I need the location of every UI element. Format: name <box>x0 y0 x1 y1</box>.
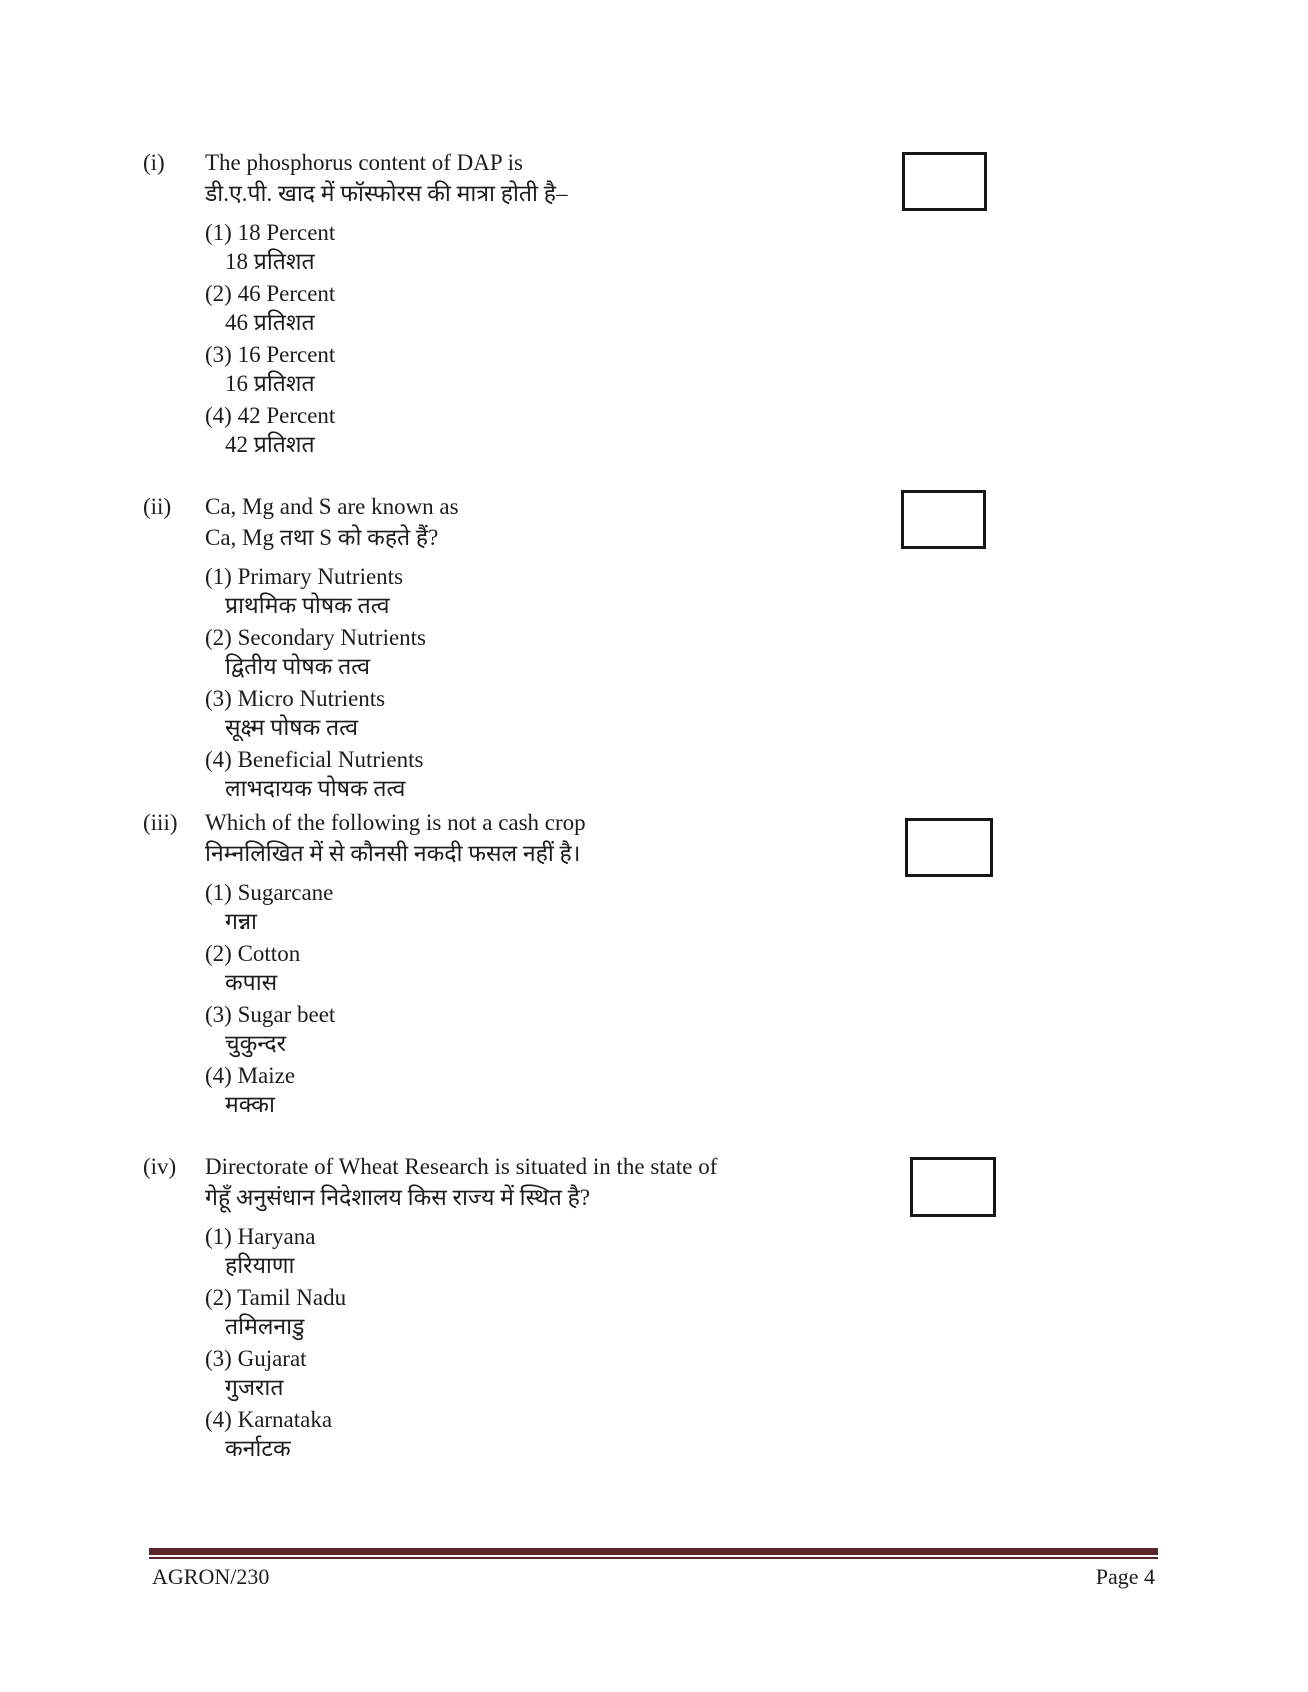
answer-box <box>910 1157 996 1217</box>
option-item <box>205 745 863 804</box>
option-number: (3) <box>205 1002 232 1027</box>
question-number: (iii) <box>143 810 178 835</box>
option-label-english: Gujarat <box>237 1346 307 1371</box>
option-number: (2) <box>205 941 232 966</box>
option-number: (2) <box>205 281 232 306</box>
option-text-english <box>205 939 863 968</box>
option-text-english <box>205 562 863 591</box>
option-label-hindi: कर्नाटक <box>225 1436 291 1461</box>
option-label-english: 16 Percent <box>237 342 336 367</box>
question-text-english: Ca, Mg and S are known as <box>205 494 459 519</box>
question-block <box>143 492 863 806</box>
option-number: (2) <box>205 1285 232 1310</box>
question-block <box>143 148 863 462</box>
option-label-hindi: गुजरात <box>225 1375 284 1400</box>
page-footer <box>149 1563 1158 1591</box>
option-label-english: 42 Percent <box>237 403 336 428</box>
option-label-english: Karnataka <box>237 1407 333 1432</box>
option-text-english <box>205 1061 863 1090</box>
option-text-english <box>205 279 863 308</box>
option-label-hindi: लाभदायक पोषक तत्व <box>225 776 406 801</box>
option-text-english <box>205 623 863 652</box>
question-body <box>205 492 863 804</box>
option-item <box>205 401 863 460</box>
answer-box <box>901 490 986 549</box>
question-number: (ii) <box>143 494 172 519</box>
option-label-english: Cotton <box>237 941 301 966</box>
question-number: (i) <box>143 150 165 175</box>
option-label-english: 46 Percent <box>237 281 336 306</box>
option-item <box>205 218 863 277</box>
option-label-english: Micro Nutrients <box>237 686 386 711</box>
question-block <box>143 1152 863 1466</box>
option-label-hindi: 46 प्रतिशत <box>225 310 315 335</box>
option-label-hindi: हरियाणा <box>225 1253 295 1278</box>
question-body <box>205 1152 863 1464</box>
footer-page-number: Page 4 <box>1095 1564 1155 1589</box>
option-text-english <box>205 1405 863 1434</box>
option-label-hindi: 42 प्रतिशत <box>225 432 315 457</box>
question-text-hindi: डी.ए.पी. खाद में फॉस्फोरस की मात्रा होती है– <box>205 181 568 206</box>
question-block <box>143 808 863 1122</box>
option-label-english: Haryana <box>237 1224 316 1249</box>
option-text-english <box>205 745 863 774</box>
option-label-hindi: द्वितीय पोषक तत्व <box>225 654 371 679</box>
option-label-english: Sugar beet <box>237 1002 336 1027</box>
option-label-english: Secondary Nutrients <box>237 625 427 650</box>
question-body <box>205 148 863 460</box>
footer-course-code: AGRON/230 <box>152 1564 270 1589</box>
option-item <box>205 1283 863 1342</box>
option-item <box>205 279 863 338</box>
option-item <box>205 1344 863 1403</box>
question-number: (iv) <box>143 1154 177 1179</box>
option-label-english: Tamil Nadu <box>237 1285 347 1310</box>
option-label-hindi: चुकुन्दर <box>225 1031 286 1056</box>
option-label-hindi: प्राथमिक पोषक तत्व <box>225 593 390 618</box>
answer-box <box>905 818 993 877</box>
option-item <box>205 1000 863 1059</box>
option-label-hindi: कपास <box>225 970 278 995</box>
question-text-hindi: Ca, Mg तथा S को कहते हैं? <box>205 525 439 550</box>
option-label-hindi: सूक्ष्म पोषक तत्व <box>225 715 359 740</box>
option-text-english <box>205 1000 863 1029</box>
option-number: (3) <box>205 342 232 367</box>
option-text-english <box>205 1222 863 1251</box>
options-list <box>205 878 863 1120</box>
question-body <box>205 808 863 1120</box>
option-number: (1) <box>205 564 232 589</box>
option-text-english <box>205 878 863 907</box>
options-list <box>205 218 863 460</box>
option-label-hindi: 18 प्रतिशत <box>225 249 315 274</box>
answer-box <box>902 152 987 211</box>
option-item <box>205 1405 863 1464</box>
option-number: (1) <box>205 880 232 905</box>
option-item <box>205 939 863 998</box>
question-text-english: Directorate of Wheat Research is situated in the state of <box>205 1154 718 1179</box>
option-item <box>205 1061 863 1120</box>
option-item <box>205 340 863 399</box>
option-number: (4) <box>205 1063 232 1088</box>
option-number: (1) <box>205 1224 232 1249</box>
option-text-english <box>205 1344 863 1373</box>
footer-rule-thick <box>149 1548 1158 1555</box>
option-number: (4) <box>205 403 232 428</box>
footer-rule-thin <box>149 1557 1158 1559</box>
option-label-english: Sugarcane <box>237 880 334 905</box>
options-list <box>205 562 863 804</box>
option-label-hindi: मक्का <box>225 1092 275 1117</box>
option-item <box>205 1222 863 1281</box>
option-text-english <box>205 1283 863 1312</box>
option-item <box>205 623 863 682</box>
option-label-hindi: तमिलनाडु <box>225 1314 305 1339</box>
question-text-hindi: गेहूँ अनुसंधान निदेशालय किस राज्य में स्थित है? <box>205 1185 591 1210</box>
option-label-english: Primary Nutrients <box>237 564 404 589</box>
option-label-hindi: 16 प्रतिशत <box>225 371 315 396</box>
option-number: (3) <box>205 1346 232 1371</box>
option-number: (4) <box>205 747 232 772</box>
question-text-english: Which of the following is not a cash crop <box>205 810 586 835</box>
option-item <box>205 878 863 937</box>
option-text-english <box>205 218 863 247</box>
option-number: (3) <box>205 686 232 711</box>
option-text-english <box>205 684 863 713</box>
option-text-english <box>205 340 863 369</box>
option-label-hindi: गन्ना <box>225 909 258 934</box>
options-list <box>205 1222 863 1464</box>
option-text-english <box>205 401 863 430</box>
option-label-english: Beneficial Nutrients <box>237 747 424 772</box>
option-number: (4) <box>205 1407 232 1432</box>
option-item <box>205 562 863 621</box>
question-text-english: The phosphorus content of DAP is <box>205 150 523 175</box>
option-number: (1) <box>205 220 232 245</box>
question-text-hindi: निम्नलिखित में से कौनसी नकदी फसल नहीं है। <box>205 841 581 866</box>
option-item <box>205 684 863 743</box>
option-label-english: 18 Percent <box>237 220 336 245</box>
option-label-english: Maize <box>237 1063 296 1088</box>
option-number: (2) <box>205 625 232 650</box>
